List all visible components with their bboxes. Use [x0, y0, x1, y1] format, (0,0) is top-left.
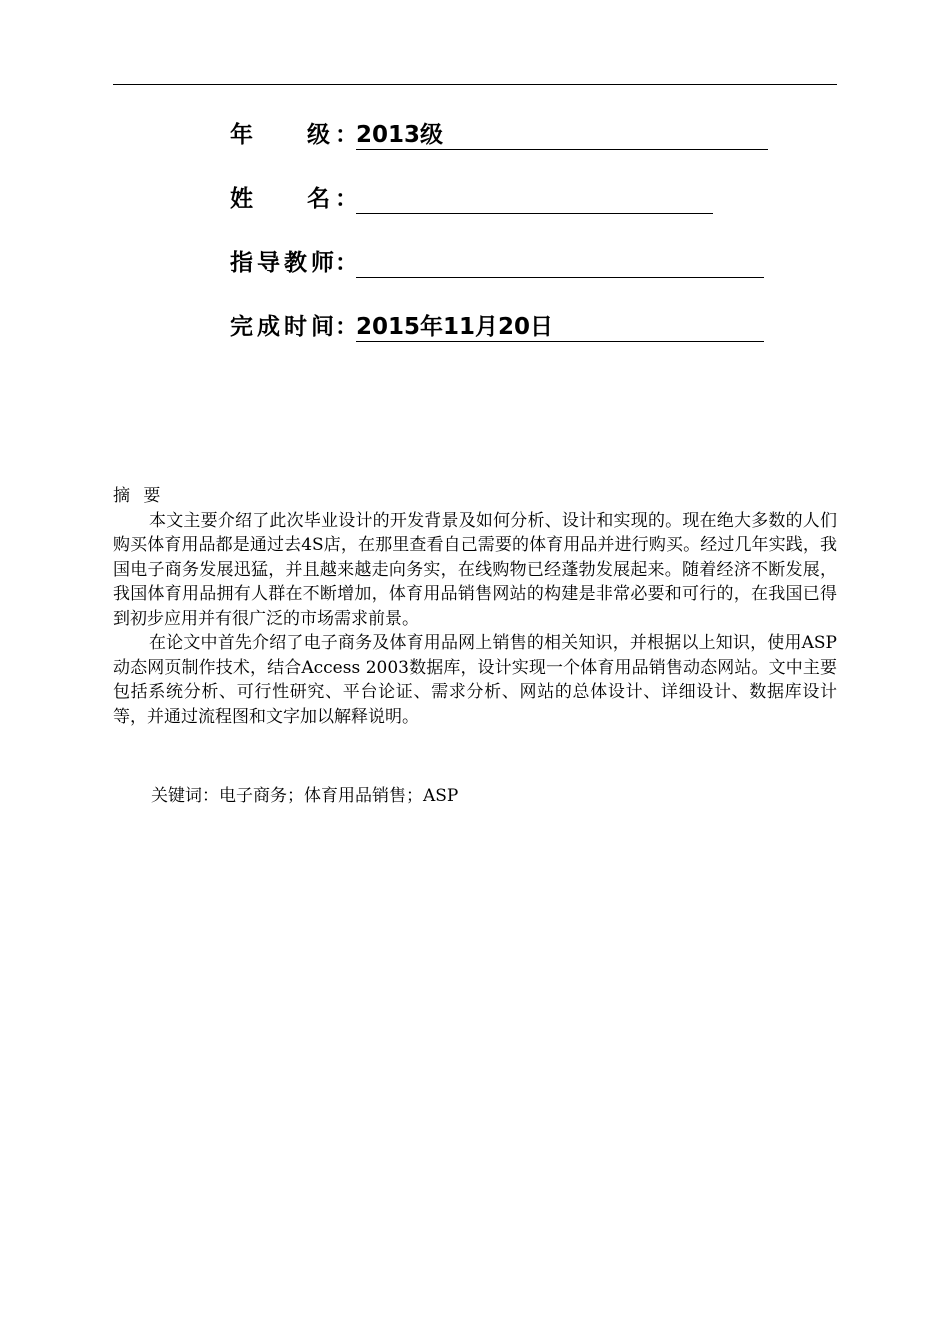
grade-label: 年 级: [230, 122, 330, 148]
completion-row: [230, 310, 790, 374]
advisor-row: [230, 246, 790, 310]
abstract-section: [113, 484, 837, 729]
abstract-title: 摘 要: [113, 486, 165, 506]
grade-row: [230, 118, 790, 182]
name-value: [356, 182, 713, 214]
completion-label: 完 成 时 间: [230, 314, 334, 340]
keywords-line: 关键词：电子商务；体育用品销售；ASP: [151, 786, 459, 806]
name-colon: ：: [335, 186, 358, 212]
name-label: 姓 名: [230, 186, 330, 212]
grade-colon: ：: [335, 122, 358, 148]
completion-colon: ：: [335, 314, 358, 340]
advisor-colon: ：: [335, 250, 358, 276]
name-row: [230, 182, 790, 246]
completion-value: 2015年11月20日: [356, 310, 764, 342]
abstract-paragraph-2: 在论文中首先介绍了电子商务及体育用品网上销售的相关知识，并根据以上知识，使用ASP动态网页制作技术，结合Access 2003数据库，设计实现一个体育用品销售动态网站。文中主要包括系统分析、可行性研究、平台论证、需求分析、网站的总体设计、详细设计、数据库设计等，并通过流程图和文字加以解释说明。: [113, 633, 837, 727]
advisor-label: 指 导 教 师: [230, 250, 334, 276]
grade-value: 2013级: [356, 118, 768, 150]
cover-info: [230, 118, 790, 374]
header-rule: [113, 84, 837, 85]
advisor-value: [356, 246, 764, 278]
abstract-paragraph-1: 本文主要介绍了此次毕业设计的开发背景及如何分析、设计和实现的。现在绝大多数的人们购买体育用品都是通过去4S店，在那里查看自己需要的体育用品并进行购买。经过几年实践，我国电子商务发展迅猛，并且越来越走向务实，在线购物已经蓬勃发展起来。随着经济不断发展，我国体育用品拥有人群在不断增加，体育用品销售网站的构建是非常必要和可行的，在我国已得到初步应用并有很广泛的市场需求前景。: [113, 510, 837, 629]
